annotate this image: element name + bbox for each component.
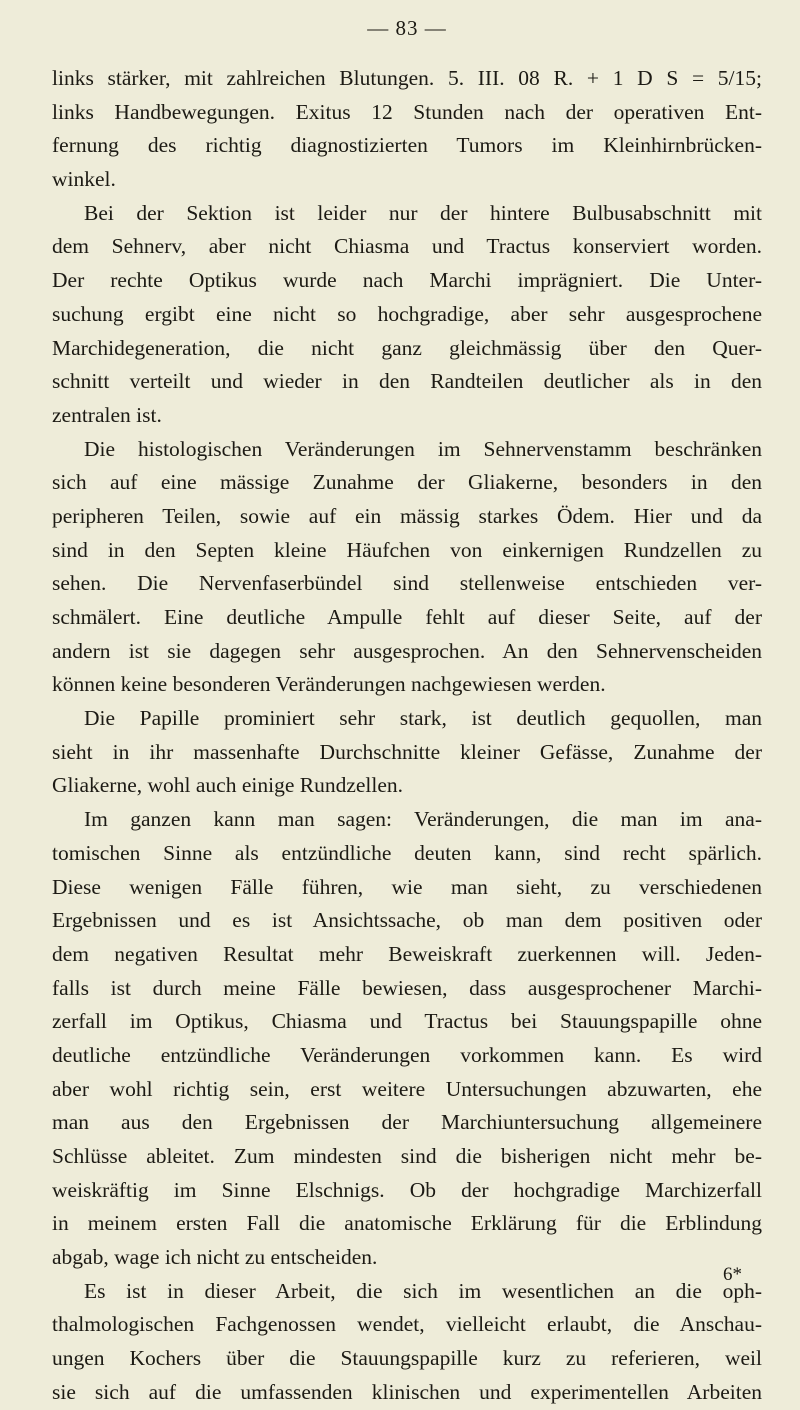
book-page	[52, 0, 762, 1404]
text-line: dem negativen Resultat mehr Beweiskraft zuerkennen will. Jeden-	[52, 941, 762, 966]
text-line: peripheren Teilen, sowie auf ein mässig starkes Ödem. Hier und da	[52, 503, 762, 528]
text-line: sieht in ihr massenhafte Durchschnitte kleiner Gefässe, Zunahme der	[52, 739, 762, 764]
text-line: fernung des richtig diagnostizierten Tumors im Kleinhirnbrücken-	[52, 133, 762, 158]
text-line: schmälert. Eine deutliche Ampulle fehlt auf dieser Seite, auf der	[52, 605, 762, 629]
printer-signature: 6*	[723, 1264, 742, 1285]
text-line: Bei der Sektion ist leider nur der hintere Bulbusabschnitt mit	[84, 200, 762, 225]
text-line: deutliche entzündliche Veränderungen vorkommen kann. Es wird	[52, 1042, 762, 1067]
text-line: sind in den Septen kleine Häufchen von einkernigen Rundzellen zu	[52, 537, 762, 562]
text-line: andern ist sie dagegen sehr ausgesprochen. An den Sehnervenscheiden	[52, 638, 762, 663]
text-line: Die histologischen Veränderungen im Sehnervenstamm beschränken	[84, 436, 762, 461]
text-line: Schlüsse ableitet. Zum mindesten sind die bisherigen nicht mehr be-	[52, 1144, 762, 1168]
text-line: tomischen Sinne als entzündliche deuten kann, sind recht spärlich.	[52, 840, 762, 865]
text-line: können keine besonderen Veränderungen nachgewiesen werden.	[52, 672, 606, 697]
text-line: winkel.	[52, 167, 116, 192]
text-line: Diese wenigen Fälle führen, wie man sieht, zu verschiedenen	[52, 874, 762, 899]
text-line: ungen Kochers über die Stauungspapille kurz zu referieren, weil	[52, 1346, 762, 1371]
text-line: dem Sehnerv, aber nicht Chiasma und Tractus konserviert worden.	[52, 234, 762, 259]
text-line: Ergebnissen und es ist Ansichtssache, ob man dem positiven oder	[52, 908, 762, 933]
page-number: — 83 —	[367, 16, 447, 40]
text-line: Im ganzen kann man sagen: Veränderungen, die man im ana-	[84, 807, 762, 832]
text-line: zentralen ist.	[52, 402, 162, 427]
text-line: falls ist durch meine Fälle bewiesen, dass ausgesprochener Marchi-	[52, 975, 762, 1000]
text-line: man aus den Ergebnissen der Marchiuntersuchung allgemeinere	[52, 1110, 762, 1135]
text-line: sie sich auf die umfassenden klinischen und experimentellen Arbeiten	[52, 1379, 762, 1404]
text-line: abgab, wage ich nicht zu entscheiden.	[52, 1245, 378, 1270]
text-line: Gliakerne, wohl auch einige Rundzellen.	[52, 773, 404, 798]
text-line: Es ist in dieser Arbeit, die sich im wesentlichen an die oph-	[84, 1278, 762, 1303]
text-line: in meinem ersten Fall die anatomische Erklärung für die Erblindung	[52, 1211, 762, 1236]
text-line: zerfall im Optikus, Chiasma und Tractus bei Stauungspapille ohne	[52, 1009, 762, 1034]
text-line: Die Papille prominiert sehr stark, ist deutlich gequollen, man	[84, 706, 762, 731]
text-line: sich auf eine mässige Zunahme der Gliakerne, besonders in den	[52, 470, 762, 495]
text-line: links Handbewegungen. Exitus 12 Stunden nach der operativen Ent-	[52, 99, 762, 124]
text-line: links stärker, mit zahlreichen Blutungen. 5. III. 08 R. + 1 D S = 5/15;	[52, 66, 762, 90]
text-line: Marchidegeneration, die nicht ganz gleichmässig über den Quer-	[52, 335, 762, 360]
text-line: sehen. Die Nervenfaserbündel sind stellenweise entschieden ver-	[52, 571, 762, 596]
text-line: Der rechte Optikus wurde nach Marchi imprägniert. Die Unter-	[52, 268, 762, 293]
text-line: suchung ergibt eine nicht so hochgradige, aber sehr ausgesprochene	[52, 301, 762, 326]
text-line: thalmologischen Fachgenossen wendet, vielleicht erlaubt, die Anschau-	[52, 1312, 762, 1337]
text-line: aber wohl richtig sein, erst weitere Untersuchungen abzuwarten, ehe	[52, 1076, 762, 1101]
text-line: weiskräftig im Sinne Elschnigs. Ob der hochgradige Marchizerfall	[52, 1177, 762, 1202]
body-text	[52, 62, 762, 1410]
text-line: schnitt verteilt und wieder in den Randteilen deutlicher als in den	[52, 369, 762, 394]
